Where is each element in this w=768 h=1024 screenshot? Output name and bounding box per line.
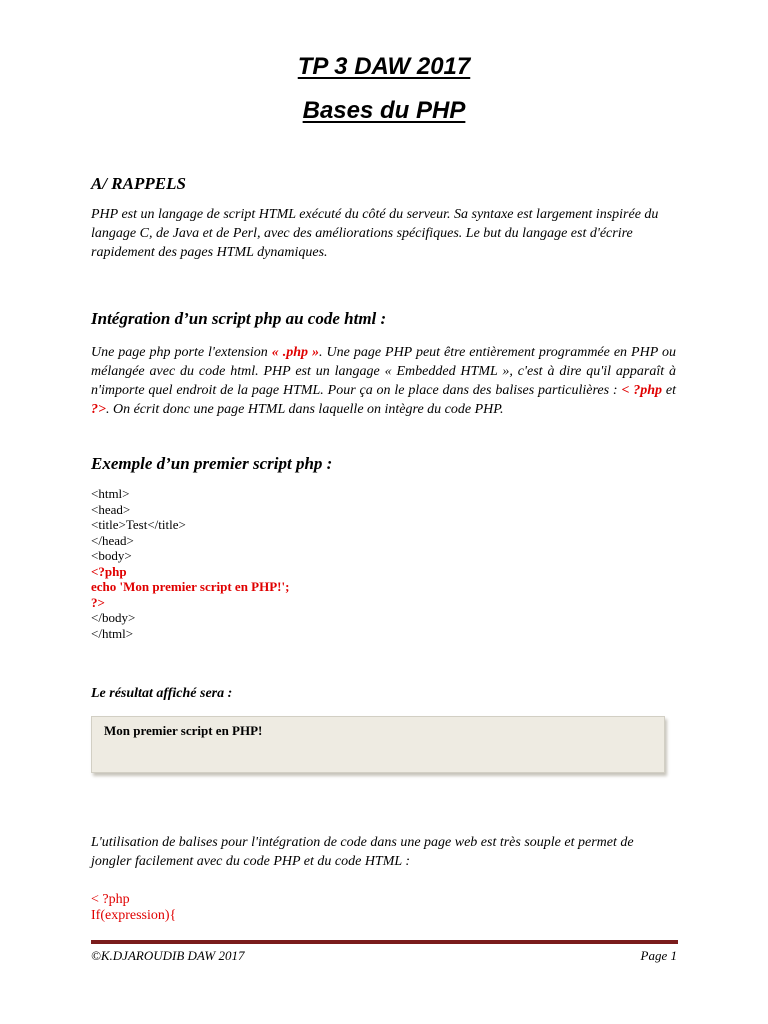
footer-copyright: ©K.DJAROUDIB DAW 2017	[91, 948, 245, 963]
php-close-tag: ?>	[91, 402, 106, 417]
integration-text-2: . Une page PHP peut être entièrement programmée en PHP ou mélangée avec du code html. PHP est un langage « Embedded HTML », c'est à dire qu'il apparaît à n'importe quel endroit de la page HTML. Pour ça on le place dans des balises particulières :	[91, 345, 676, 398]
section-heading-example: Exemple d’un premier script php :	[91, 454, 333, 473]
code-line: </html>	[91, 625, 134, 641]
php-extension: « .php »	[271, 345, 320, 360]
document-subtitle: Bases du PHP	[302, 97, 466, 124]
code-line: <title>Test</title>	[91, 517, 186, 532]
section-heading-rappels: A/ RAPPELS	[91, 174, 186, 193]
code-line: </head>	[91, 532, 134, 548]
document-title: TP 3 DAW 2017	[297, 53, 471, 80]
code-line: <html>	[91, 486, 130, 501]
result-label: Le résultat affiché sera :	[91, 686, 233, 701]
code-line-php: ?>	[91, 594, 105, 610]
php-open-tag: < ?php	[621, 383, 663, 398]
code-line: If(expression){	[91, 908, 177, 923]
code-line-php: <?php	[91, 563, 127, 579]
footer-page-number: Page 1	[640, 948, 677, 963]
section-heading-integration: Intégration d’un script php au code html :	[91, 309, 387, 328]
integration-paragraph	[91, 343, 676, 419]
code-line: </body>	[91, 610, 136, 625]
example-code-block	[91, 486, 289, 641]
footer-divider	[91, 940, 678, 944]
result-box	[91, 716, 665, 773]
result-text: Mon premier script en PHP!	[104, 723, 263, 738]
integration-text-4: . On écrit donc une page HTML dans laquelle on intègre du code PHP.	[105, 402, 504, 417]
integration-text-3: et	[662, 383, 676, 398]
code-line-php: echo 'Mon premier script en PHP!';	[91, 579, 290, 594]
code-line: <head>	[91, 501, 131, 517]
code-line: < ?php	[91, 892, 130, 907]
code-line: <body>	[91, 548, 132, 563]
integration-text-1: Une page php porte l'extension	[91, 345, 272, 360]
intro-paragraph: PHP est un langage de script HTML exécuté du côté du serveur. Sa syntaxe est largement inspirée du langage C, de Java et de Perl, avec des améliorations spécifiques. Le but du langage est d'écrire rapidement des pages HTML dynamiques.	[91, 207, 659, 260]
flexibility-code-block	[91, 892, 176, 924]
flexibility-paragraph: L'utilisation de balises pour l'intégration de code dans une page web est très souple et permet de jongler facilement avec du code PHP et du code HTML :	[91, 835, 634, 869]
